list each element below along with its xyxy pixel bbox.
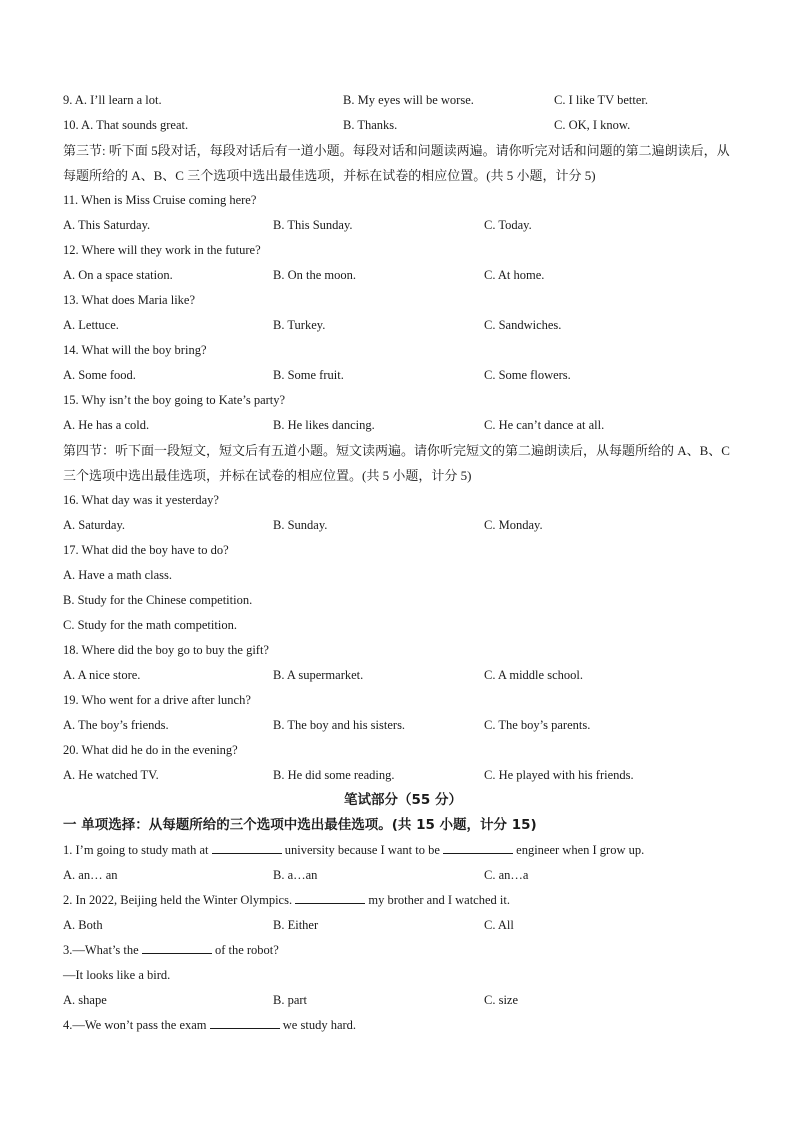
- option-b: B. He did some reading.: [273, 768, 395, 782]
- option-c: C. Monday.: [484, 518, 543, 532]
- option-c: C. OK, I know.: [554, 118, 631, 132]
- answer-blank: [210, 1015, 280, 1029]
- option-c: C. Study for the math competition.: [63, 618, 237, 632]
- written-question-3-reply: —It looks like a bird.: [63, 968, 171, 982]
- question-16-stem: 16. What day was it yesterday?: [63, 493, 219, 507]
- question-19-options: [63, 713, 743, 738]
- question-10-options: [63, 113, 743, 138]
- question-13-stem: 13. What does Maria like?: [63, 293, 196, 307]
- option-b: B. part: [273, 993, 308, 1007]
- option-a: A. Saturday.: [63, 518, 126, 532]
- question-18-stem: 18. Where did the boy go to buy the gift?: [63, 643, 269, 657]
- option-c: C. A middle school.: [484, 668, 583, 682]
- option-b: B. a…an: [273, 868, 318, 882]
- option-a: A. an… an: [63, 868, 118, 882]
- answer-blank: [443, 840, 513, 854]
- question-12-options: [63, 263, 743, 288]
- option-a: A. This Saturday.: [63, 218, 151, 232]
- option-b: B. Sunday.: [273, 518, 328, 532]
- question-11-options: [63, 213, 743, 238]
- written-question-3-stem: [63, 938, 743, 963]
- answer-blank: [295, 890, 365, 904]
- question-15-stem: 15. Why isn’t the boy going to Kate’s party?: [63, 393, 286, 407]
- option-b: B. Some fruit.: [273, 368, 344, 382]
- answer-blank: [212, 840, 282, 854]
- written-question-1-options: [63, 863, 743, 888]
- question-16-options: [63, 513, 743, 538]
- option-c: C. Sandwiches.: [484, 318, 562, 332]
- stem-text: university because I want to be: [284, 843, 440, 857]
- question-17-stem: 17. What did the boy have to do?: [63, 543, 229, 557]
- option-b: B. He likes dancing.: [273, 418, 375, 432]
- written-question-2-stem: [63, 888, 743, 913]
- answer-blank: [142, 940, 212, 954]
- option-b: B. My eyes will be worse.: [343, 93, 474, 107]
- option-a: 9. A. I’ll learn a lot.: [63, 93, 162, 107]
- option-a: A. On a space station.: [63, 268, 173, 282]
- option-b: B. On the moon.: [273, 268, 356, 282]
- option-a: A. A nice store.: [63, 668, 141, 682]
- section-3-instructions: 第三节: 听下面 5段对话，每段对话后有一道小题。每段对话和问题读两遍。请你听完对话和问题的第二遍朗读后，从每题所给的 A、B、C 三个选项中选出最佳选项，并标在试卷的相应位置。(共 5 小题，计分 5): [63, 143, 730, 183]
- option-b: B. Either: [273, 918, 319, 932]
- option-c: C. an…a: [484, 868, 529, 882]
- option-c: C. Today.: [484, 218, 532, 232]
- option-a: A. Both: [63, 918, 103, 932]
- option-a: A. The boy’s friends.: [63, 718, 169, 732]
- option-a: A. Have a math class.: [63, 568, 172, 582]
- option-b: B. This Sunday.: [273, 218, 353, 232]
- question-20-stem: 20. What did he do in the evening?: [63, 743, 238, 757]
- question-12-stem: 12. Where will they work in the future?: [63, 243, 261, 257]
- written-question-1-stem: [63, 838, 743, 863]
- option-b: B. A supermarket.: [273, 668, 364, 682]
- part-1-title: 一 单项选择：从每题所给的三个选项中选出最佳选项。(共 15 小题，计分 15): [63, 817, 537, 833]
- option-c: C. Some flowers.: [484, 368, 571, 382]
- exam-page: [63, 88, 743, 1038]
- stem-text: we study hard.: [282, 1018, 357, 1032]
- option-c: C. size: [484, 993, 519, 1007]
- option-b: B. Thanks.: [343, 118, 398, 132]
- option-b: B. Study for the Chinese competition.: [63, 593, 253, 607]
- option-a: A. Lettuce.: [63, 318, 119, 332]
- option-c: C. The boy’s parents.: [484, 718, 591, 732]
- question-9-options: [63, 88, 743, 113]
- option-c: C. He played with his friends.: [484, 768, 634, 782]
- option-b: B. Turkey.: [273, 318, 326, 332]
- written-question-3-options: [63, 988, 743, 1013]
- question-13-options: [63, 313, 743, 338]
- option-a: A. He watched TV.: [63, 768, 159, 782]
- option-c: C. I like TV better.: [554, 93, 648, 107]
- written-question-2-options: [63, 913, 743, 938]
- question-11-stem: 11. When is Miss Cruise coming here?: [63, 193, 257, 207]
- stem-text: 3.—What’s the: [63, 943, 139, 957]
- stem-text: my brother and I watched it.: [368, 893, 510, 907]
- question-14-stem: 14. What will the boy bring?: [63, 343, 207, 357]
- option-c: C. All: [484, 918, 514, 932]
- option-a: A. He has a cold.: [63, 418, 150, 432]
- stem-text: 4.—We won’t pass the exam: [63, 1018, 207, 1032]
- stem-text: 1. I’m going to study math at: [63, 843, 209, 857]
- option-c: C. He can’t dance at all.: [484, 418, 605, 432]
- option-a: A. Some food.: [63, 368, 136, 382]
- question-14-options: [63, 363, 743, 388]
- option-c: C. At home.: [484, 268, 545, 282]
- question-15-options: [63, 413, 743, 438]
- stem-text: 2. In 2022, Beijing held the Winter Olympics.: [63, 893, 293, 907]
- question-18-options: [63, 663, 743, 688]
- stem-text: of the robot?: [214, 943, 279, 957]
- written-part-title: 笔试部分（55 分）: [344, 792, 462, 808]
- option-a: A. shape: [63, 993, 107, 1007]
- option-b: B. The boy and his sisters.: [273, 718, 406, 732]
- stem-text: engineer when I grow up.: [516, 843, 645, 857]
- question-20-options: [63, 763, 743, 788]
- section-4-instructions: 第四节：听下面一段短文，短文后有五道小题。短文读两遍。请你听完短文的第二遍朗读后，从每题所给的 A、B、C 三个选项中选出最佳选项，并标在试卷的相应位置。(共 5 小题，计分 5): [63, 443, 730, 483]
- written-question-4-stem: [63, 1013, 743, 1038]
- question-19-stem: 19. Who went for a drive after lunch?: [63, 693, 251, 707]
- option-a: 10. A. That sounds great.: [63, 118, 189, 132]
